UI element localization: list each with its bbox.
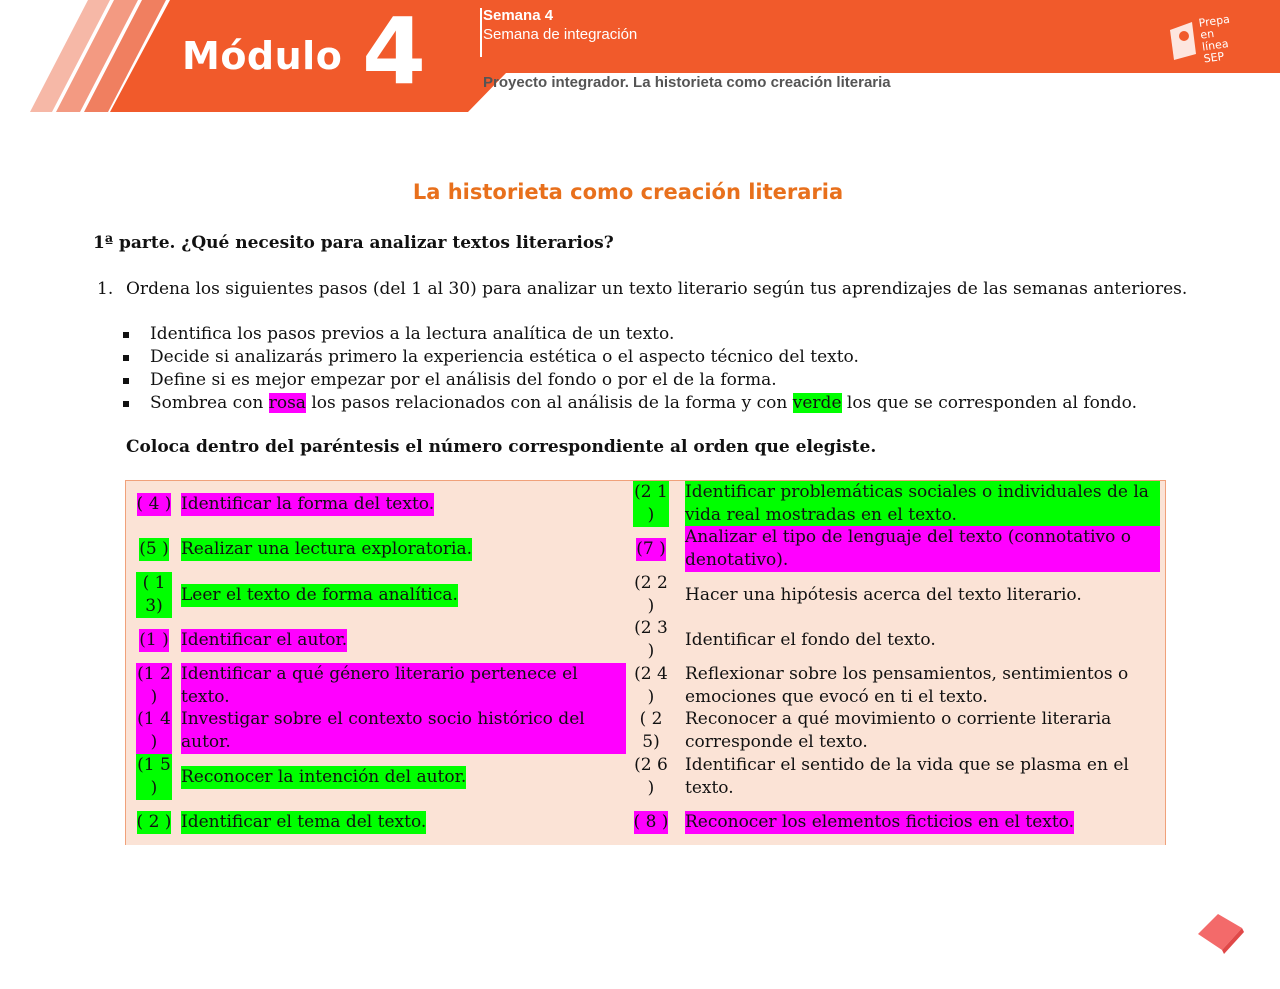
module-word: Módulo (182, 34, 343, 78)
left-order-number-cell (136, 799, 172, 845)
left-step-text-cell (181, 708, 626, 754)
right-step-text-cell (685, 708, 1160, 754)
right-step-text-cell (685, 481, 1160, 527)
right-step-text: Identificar el fondo del texto. (685, 629, 936, 650)
bullet-item: Identifica los pasos previos a la lectura analítica de un texto. (122, 323, 1137, 346)
left-step-text-cell (181, 799, 626, 845)
green-highlight: verde (792, 393, 842, 413)
left-step-text-cell (181, 526, 626, 572)
right-step-text-cell (685, 572, 1160, 618)
right-order-number-cell (633, 617, 669, 663)
right-step-text-cell (685, 754, 1160, 800)
right-order-number: (7 ) (636, 538, 666, 559)
left-order-number: (1 5 ) (137, 755, 171, 798)
left-order-number-cell (136, 572, 172, 618)
left-step-text: Realizar una lectura exploratoria. (181, 538, 473, 559)
week-subtitle: Semana de integración (483, 26, 638, 43)
left-order-number-cell (136, 708, 172, 754)
part-heading: 1ª parte. ¿Qué necesito para analizar textos literarios? (93, 233, 614, 253)
left-step-text: Investigar sobre el contexto socio histórico del autor. (181, 708, 626, 754)
left-order-number-cell (136, 754, 172, 800)
left-step-text: Identificar a qué género literario pertenece el texto. (181, 663, 626, 709)
question-1 (97, 279, 1187, 299)
right-step-text: Reconocer a qué movimiento o corriente literaria corresponde el texto. (685, 709, 1112, 752)
right-step-text: Hacer una hipótesis acerca del texto literario. (685, 584, 1082, 605)
left-step-text: Identificar la forma del texto. (181, 493, 435, 514)
left-step-text: Reconocer la intención del autor. (181, 766, 467, 787)
instruction-list (122, 323, 1137, 415)
document-title: La historieta como creación literaria (412, 180, 844, 204)
pink-highlight: rosa (268, 393, 306, 413)
question-text: Ordena los siguientes pasos (del 1 al 30) para analizar un texto literario según tus aprendizajes de las semanas anteriores. (126, 279, 1188, 299)
table-instruction: Coloca dentro del paréntesis el número correspondiente al orden que elegiste. (126, 437, 877, 457)
right-order-number: ( 2 5) (639, 709, 663, 752)
bullet4-pre: Sombrea con (150, 393, 269, 413)
left-order-number-cell (136, 481, 172, 527)
right-step-text-cell (685, 617, 1160, 663)
left-step-text-cell (181, 572, 626, 618)
bullet4-mid: los pasos relacionados con al análisis de la forma y con (305, 393, 793, 413)
left-order-number: ( 1 3) (136, 572, 172, 618)
right-order-number-cell (633, 526, 669, 572)
right-step-text-cell (685, 526, 1160, 572)
left-order-number-cell (136, 526, 172, 572)
left-step-text-cell (181, 663, 626, 709)
decorative-diamond-icon (1196, 910, 1244, 954)
project-title: Proyecto integrador. La historieta como creación literaria (483, 74, 891, 91)
right-step-text: Identificar el sentido de la vida que se plasma en el texto. (685, 755, 1129, 798)
right-order-number-cell (633, 754, 669, 800)
left-step-text: Identificar el autor. (181, 629, 348, 650)
right-order-number: (2 6 ) (634, 755, 668, 798)
left-step-text: Leer el texto de forma analítica. (181, 584, 458, 605)
left-order-number: ( 4 ) (136, 493, 172, 514)
right-step-text-cell (685, 663, 1160, 709)
right-order-number: (2 2 ) (634, 573, 668, 616)
right-order-number: (2 3 ) (634, 618, 668, 661)
right-step-text: Reflexionar sobre los pensamientos, sentimientos o emociones que evocó en ti el texto. (685, 664, 1129, 707)
right-order-number-cell (633, 799, 669, 845)
left-step-text-cell (181, 754, 626, 800)
right-order-number: (2 1 ) (634, 482, 668, 525)
right-step-text: Identificar problemáticas sociales o individuales de la vida real mostradas en el texto. (685, 481, 1160, 527)
question-number: 1. (97, 279, 114, 299)
bullet-item: Define si es mejor empezar por el análisis del fondo o por el de la forma. (122, 369, 1137, 392)
bullet-item: Decide si analizarás primero la experiencia estética o el aspecto técnico del texto. (122, 346, 1137, 369)
left-step-text-cell (181, 617, 626, 663)
left-order-number: (5 ) (139, 538, 169, 559)
left-order-number: (1 2 ) (137, 664, 171, 707)
right-order-number-cell (633, 481, 669, 527)
right-order-number-cell (633, 708, 669, 754)
right-step-text: Reconocer los elementos ficticios en el texto. (685, 811, 1075, 832)
prepa-logo-icon (1168, 16, 1198, 60)
left-order-number: ( 2 ) (136, 811, 172, 832)
ordering-table (125, 480, 1166, 845)
right-order-number: ( 8 ) (633, 811, 669, 832)
left-order-number-cell (136, 663, 172, 709)
bullet4-post: los que se corresponden al fondo. (841, 393, 1138, 413)
bullet-item (122, 392, 1137, 415)
right-order-number-cell (633, 663, 669, 709)
left-step-text: Identificar el tema del texto. (181, 811, 427, 832)
right-order-number-cell (633, 572, 669, 618)
left-step-text-cell (181, 481, 626, 527)
logo-text: Prepa en línea SEP (1197, 12, 1231, 66)
right-step-text: Analizar el tipo de lenguaje del texto (connotativo o denotativo). (685, 526, 1160, 572)
week-divider (480, 8, 482, 57)
left-order-number: (1 4 ) (137, 709, 171, 752)
week-title: Semana 4 (483, 7, 554, 24)
right-order-number: (2 4 ) (634, 664, 668, 707)
left-order-number: (1 ) (139, 629, 169, 650)
left-order-number-cell (136, 617, 172, 663)
module-number: 4 (362, 0, 427, 105)
right-step-text-cell (685, 799, 1160, 845)
